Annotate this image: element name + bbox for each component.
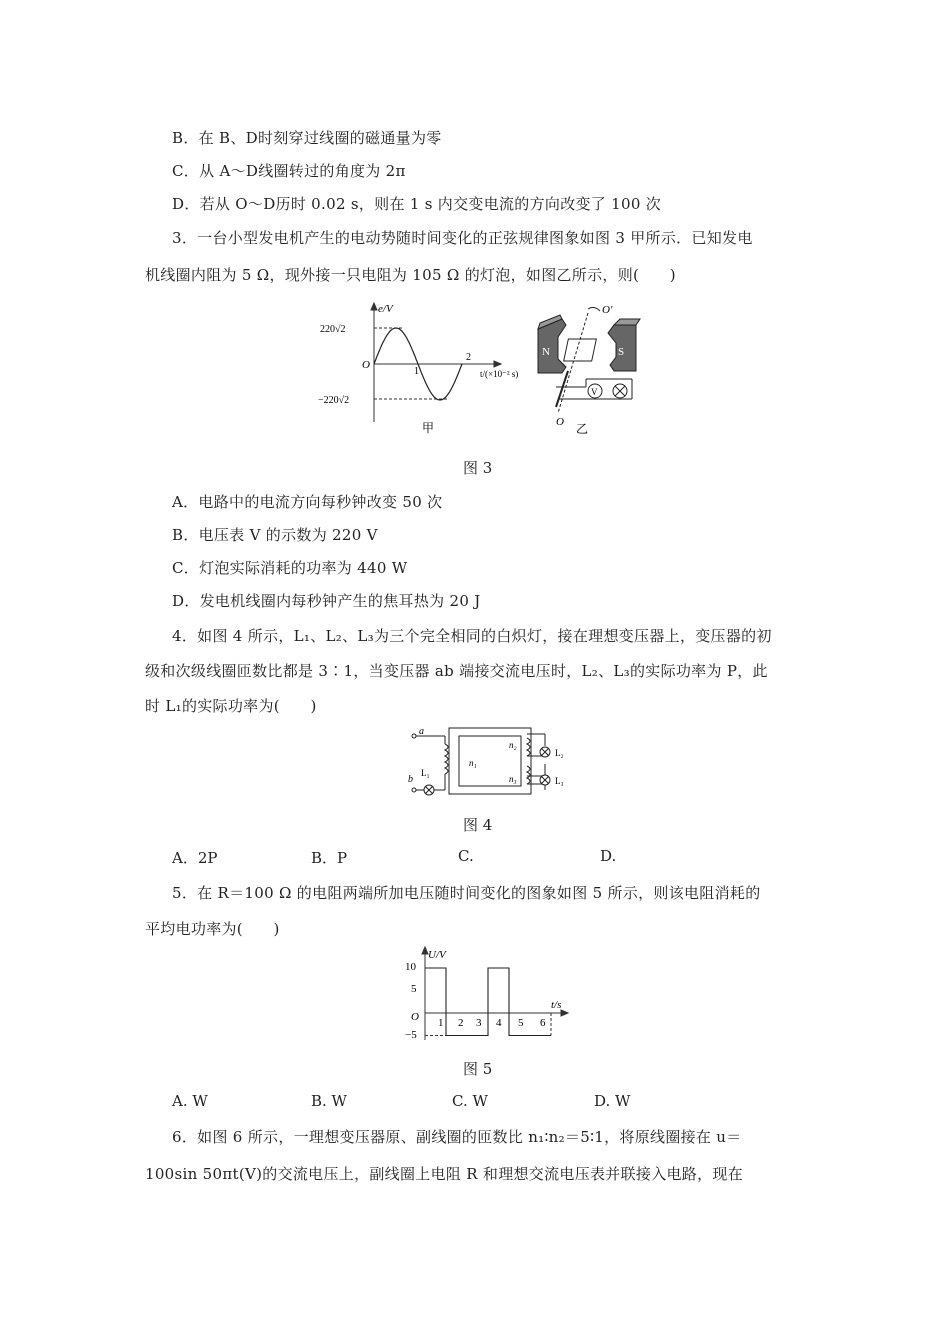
figure4-transformer	[405, 724, 580, 802]
y-tick-5: 5	[411, 983, 417, 995]
q2-option-d: D．若从 O～D历时 0.02 s，则在 1 s 内交变电流的方向改变了 100 次	[172, 195, 662, 213]
terminal-a	[412, 734, 416, 738]
label-n3: n₃	[509, 774, 517, 784]
s-label: S	[618, 346, 625, 358]
x-tick-2: 2	[466, 352, 471, 363]
q5-stem-line2: 平均电功率为( )	[145, 920, 280, 938]
x-axis-arrow	[494, 361, 501, 367]
q3-stem-line2: 机线圈内阻为 5 Ω，现外接一只电阻为 105 Ω 的灯泡，如图乙所示，则( )	[145, 266, 676, 284]
q4-option-a: A．2P	[172, 849, 218, 867]
label-n1: n₁	[469, 758, 477, 768]
o-prime-label: O′	[602, 304, 613, 316]
x-tick-2: 2	[458, 1017, 464, 1029]
figure5-chart	[375, 946, 575, 1046]
x-tick-1: 1	[438, 1017, 444, 1029]
o-label: O	[556, 416, 564, 428]
q4-option-c: C.	[458, 847, 474, 865]
q4-stem-line3: 时 L₁的实际功率为( )	[145, 697, 317, 715]
figure3-caption: 图 3	[463, 459, 493, 477]
figure3-a-chart	[318, 300, 530, 440]
n-label: N	[542, 346, 550, 358]
q6-stem-line1: 6．如图 6 所示，一理想变压器原、副线圈的匝数比 n₁∶n₂＝5∶1，将原线圈接在 u＝	[172, 1128, 742, 1146]
primary-coil	[445, 744, 448, 774]
q5-option-c: C. W	[452, 1092, 488, 1110]
label-l2: L₂	[555, 748, 564, 758]
label-l1: L₁	[421, 768, 430, 778]
y-axis-arrow	[371, 303, 377, 310]
coil-loop	[564, 339, 597, 361]
q3-option-b: B．电压表 V 的示数为 220 V	[172, 526, 378, 544]
y-axis-label: e/V	[378, 303, 393, 315]
q5-stem-line1: 5．在 R＝100 Ω 的电阻两端所加电压随时间变化的图象如图 5 所示，则该电阻消耗的	[172, 884, 761, 902]
q3-option-c: C．灯泡实际消耗的功率为 440 W	[172, 559, 408, 577]
q6-stem-line2: 100sin 50πt(V)的交流电压上，副线圈上电阻 R 和理想交流电压表并联接入电路，现在	[145, 1165, 743, 1183]
q4-stem-line1: 4．如图 4 所示，L₁、L₂、L₃为三个完全相同的白炽灯，接在理想变压器上，变压器的初	[172, 627, 772, 645]
figure4-caption: 图 4	[463, 816, 493, 834]
x-tick-5: 5	[518, 1017, 524, 1029]
q4-stem-line2: 级和次级线圈匝数比都是 3∶1，当变压器 ab 端接交流电压时，L₂、L₃的实际功率为 P，此	[145, 662, 768, 680]
secondary-coil-n3	[527, 766, 530, 784]
q5-option-d: D. W	[594, 1092, 631, 1110]
q4-option-b: B．P	[311, 849, 348, 867]
voltmeter-label: V	[591, 387, 598, 397]
label-n2: n₂	[509, 740, 517, 750]
q4-option-d: D.	[600, 847, 617, 865]
label-a: a	[419, 726, 424, 737]
voltage-waveform	[425, 968, 551, 1036]
x-tick-1: 1	[414, 366, 419, 377]
y-axis-label: U/V	[428, 949, 446, 961]
label-b: b	[408, 774, 413, 785]
label-l3: L₃	[555, 776, 564, 786]
q5-option-b: B. W	[311, 1092, 347, 1110]
q2-option-c: C．从 A～D线圈转过的角度为 2π	[172, 162, 406, 180]
x-tick-3: 3	[476, 1017, 482, 1029]
q5-option-a: A. W	[172, 1092, 208, 1110]
core-outer	[449, 728, 531, 794]
y-tick-max: 220√2	[320, 324, 346, 335]
figure3-b-name: 乙	[576, 422, 589, 436]
y-tick-neg5: −5	[405, 1029, 417, 1041]
y-tick-min: −220√2	[318, 395, 350, 406]
q2-option-b: B．在 B、D时刻穿过线圈的磁通量为零	[172, 129, 442, 147]
q3-option-a: A．电路中的电流方向每秒钟改变 50 次	[172, 493, 443, 511]
secondary-coil-n2	[527, 738, 530, 756]
x-tick-6: 6	[540, 1017, 546, 1029]
figure3-a-name: 甲	[422, 421, 435, 435]
origin-label: O	[362, 359, 370, 371]
figure5-caption: 图 5	[463, 1060, 493, 1078]
x-axis-label: t/s	[551, 999, 562, 1011]
shaft	[556, 371, 568, 407]
figure3-b-generator	[536, 303, 656, 438]
x-axis-label: t/(×10⁻² s)	[480, 369, 519, 379]
rotation-arrow	[588, 307, 600, 311]
x-tick-4: 4	[496, 1017, 502, 1029]
origin-label: O	[411, 1011, 419, 1023]
q3-stem-line1: 3．一台小型发电机产生的电动势随时间变化的正弦规律图象如图 3 甲所示．已知发电	[172, 229, 753, 247]
terminal-b	[412, 788, 416, 792]
q3-option-d: D．发电机线圈内每秒钟产生的焦耳热为 20 J	[172, 592, 481, 610]
y-tick-10: 10	[405, 961, 416, 973]
